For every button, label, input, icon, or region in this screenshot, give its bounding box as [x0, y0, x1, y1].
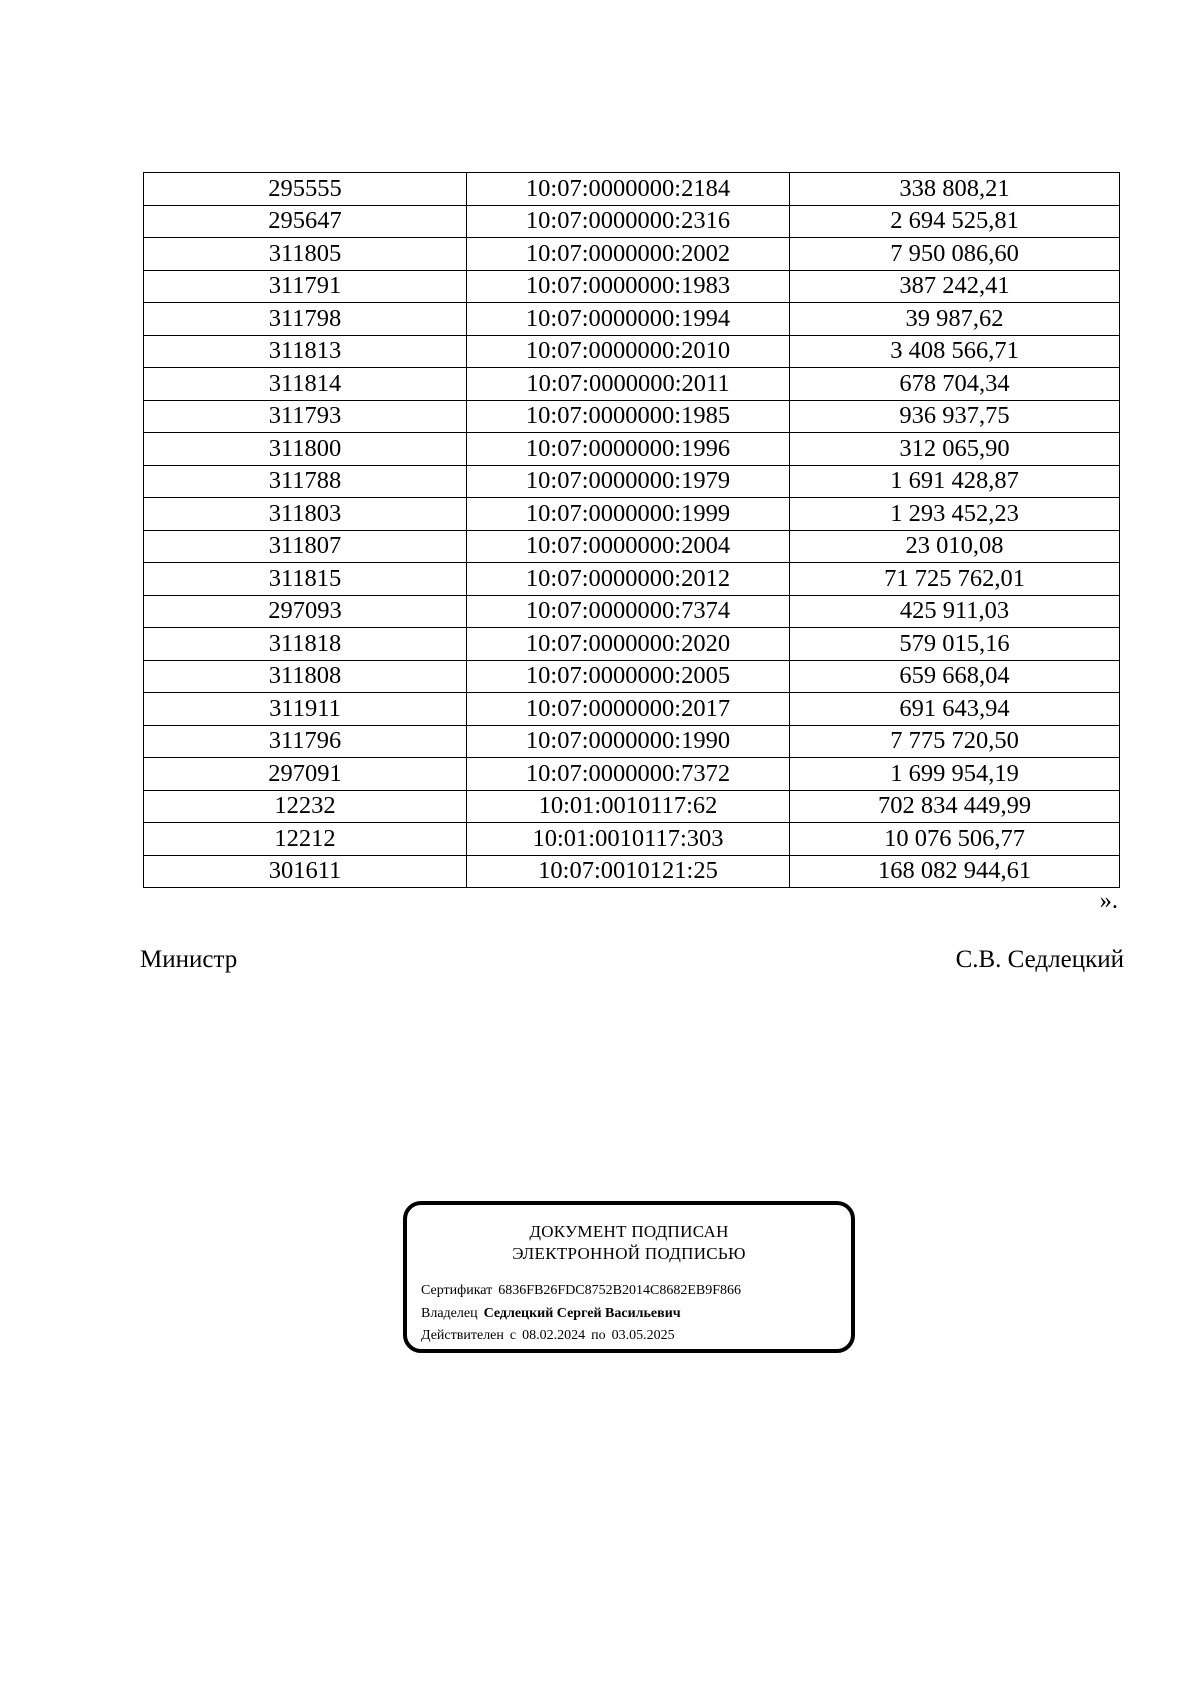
cadastral-value-cell: 1 293 452,23	[790, 498, 1120, 531]
cadastral-value-cell: 659 668,04	[790, 660, 1120, 693]
owner-label: Владелец	[421, 1306, 478, 1321]
object-id-cell: 297093	[144, 595, 467, 628]
cadastral-number-cell: 10:07:0000000:2017	[467, 693, 790, 726]
table-row	[144, 270, 1120, 303]
valid-from-prefix: с	[509, 1328, 517, 1343]
cadastral-value-cell: 387 242,41	[790, 270, 1120, 303]
cadastral-number-cell: 10:07:0000000:2005	[467, 660, 790, 693]
cadastral-value-cell: 39 987,62	[790, 303, 1120, 336]
cadastral-number-cell: 10:07:0000000:1985	[467, 400, 790, 433]
stamp-title-line1: ДОКУМЕНТ ПОДПИСАН	[529, 1222, 729, 1241]
object-id-cell: 12212	[144, 823, 467, 856]
table-row	[144, 433, 1120, 466]
table-row	[144, 465, 1120, 498]
object-id-cell: 301611	[144, 855, 467, 888]
valid-to: 03.05.2025	[611, 1328, 675, 1343]
cadastral-number-cell: 10:01:0010117:62	[467, 790, 790, 823]
object-id-cell: 311807	[144, 530, 467, 563]
valid-label: Действителен	[421, 1328, 504, 1343]
cadastral-number-cell: 10:07:0000000:1996	[467, 433, 790, 466]
cadastral-number-cell: 10:07:0000000:7372	[467, 758, 790, 791]
object-id-cell: 295647	[144, 205, 467, 238]
valid-to-prefix: по	[591, 1328, 606, 1343]
object-id-cell: 311815	[144, 563, 467, 596]
cadastral-number-cell: 10:07:0000000:1994	[467, 303, 790, 336]
stamp-certificate-line	[421, 1283, 741, 1299]
closing-quote: ».	[1099, 887, 1118, 914]
cadastral-value-cell: 1 691 428,87	[790, 465, 1120, 498]
cadastral-value-cell: 71 725 762,01	[790, 563, 1120, 596]
signatory-name: С.В. Седлецкий	[955, 946, 1124, 973]
cadastral-value-cell: 702 834 449,99	[790, 790, 1120, 823]
object-id-cell: 311814	[144, 368, 467, 401]
cadastral-number-cell: 10:07:0000000:2010	[467, 335, 790, 368]
stamp-title	[407, 1221, 851, 1265]
object-id-cell: 311911	[144, 693, 467, 726]
cadastral-value-cell: 338 808,21	[790, 173, 1120, 206]
cadastral-value-cell: 691 643,94	[790, 693, 1120, 726]
table-row	[144, 595, 1120, 628]
table-row	[144, 660, 1120, 693]
object-id-cell: 295555	[144, 173, 467, 206]
cadastral-value-cell: 425 911,03	[790, 595, 1120, 628]
cadastral-number-cell: 10:07:0000000:2011	[467, 368, 790, 401]
object-id-cell: 311791	[144, 270, 467, 303]
cadastral-value-cell: 1 699 954,19	[790, 758, 1120, 791]
object-id-cell: 311803	[144, 498, 467, 531]
cadastral-value-cell: 7 775 720,50	[790, 725, 1120, 758]
object-id-cell: 311818	[144, 628, 467, 661]
object-id-cell: 311800	[144, 433, 467, 466]
object-id-cell: 311788	[144, 465, 467, 498]
table-row	[144, 335, 1120, 368]
cadastral-number-cell: 10:07:0000000:2184	[467, 173, 790, 206]
stamp-title-line2: ЭЛЕКТРОННОЙ ПОДПИСЬЮ	[512, 1244, 746, 1263]
table-row	[144, 173, 1120, 206]
electronic-signature-stamp	[403, 1201, 855, 1353]
cadastral-number-cell: 10:07:0000000:1979	[467, 465, 790, 498]
table-row	[144, 693, 1120, 726]
table-row	[144, 498, 1120, 531]
object-id-cell: 311805	[144, 238, 467, 271]
cadastral-value-cell: 10 076 506,77	[790, 823, 1120, 856]
table-row	[144, 530, 1120, 563]
table-row	[144, 563, 1120, 596]
cadastral-number-cell: 10:07:0000000:7374	[467, 595, 790, 628]
owner-value: Седлецкий Сергей Васильевич	[483, 1306, 681, 1321]
cadastral-number-cell: 10:07:0000000:2020	[467, 628, 790, 661]
table-row	[144, 368, 1120, 401]
object-id-cell: 297091	[144, 758, 467, 791]
cadastral-number-cell: 10:07:0000000:1983	[467, 270, 790, 303]
table-row	[144, 303, 1120, 336]
cadastral-value-cell: 7 950 086,60	[790, 238, 1120, 271]
cadastral-number-cell: 10:07:0000000:2012	[467, 563, 790, 596]
object-id-cell: 311798	[144, 303, 467, 336]
table-row	[144, 790, 1120, 823]
table-row	[144, 758, 1120, 791]
cadastral-value-cell: 168 082 944,61	[790, 855, 1120, 888]
cadastral-value-cell: 23 010,08	[790, 530, 1120, 563]
cadastral-number-cell: 10:01:0010117:303	[467, 823, 790, 856]
certificate-label: Сертификат	[421, 1283, 493, 1298]
table-row	[144, 205, 1120, 238]
cadastral-value-cell: 2 694 525,81	[790, 205, 1120, 238]
object-id-cell: 311813	[144, 335, 467, 368]
stamp-owner-line	[421, 1306, 681, 1322]
cadastral-number-cell: 10:07:0000000:2004	[467, 530, 790, 563]
cadastral-number-cell: 10:07:0000000:1990	[467, 725, 790, 758]
stamp-validity-line	[421, 1328, 675, 1344]
cadastral-number-cell: 10:07:0000000:2002	[467, 238, 790, 271]
certificate-value: 6836FB26FDC8752B2014C8682EB9F866	[498, 1283, 741, 1298]
object-id-cell: 311796	[144, 725, 467, 758]
table-row	[144, 238, 1120, 271]
cadastral-value-cell: 312 065,90	[790, 433, 1120, 466]
object-id-cell: 311808	[144, 660, 467, 693]
table-row	[144, 855, 1120, 888]
cadastral-number-cell: 10:07:0000000:1999	[467, 498, 790, 531]
cadastral-number-cell: 10:07:0010121:25	[467, 855, 790, 888]
object-id-cell: 311793	[144, 400, 467, 433]
table-body	[144, 173, 1120, 888]
cadastral-value-cell: 678 704,34	[790, 368, 1120, 401]
table-row	[144, 400, 1120, 433]
table-row	[144, 823, 1120, 856]
valid-from: 08.02.2024	[522, 1328, 586, 1343]
cadastral-value-table	[143, 172, 1120, 888]
cadastral-value-cell: 936 937,75	[790, 400, 1120, 433]
table-row	[144, 628, 1120, 661]
cadastral-value-cell: 579 015,16	[790, 628, 1120, 661]
cadastral-value-cell: 3 408 566,71	[790, 335, 1120, 368]
object-id-cell: 12232	[144, 790, 467, 823]
table-row	[144, 725, 1120, 758]
cadastral-number-cell: 10:07:0000000:2316	[467, 205, 790, 238]
signatory-position: Министр	[140, 946, 238, 973]
